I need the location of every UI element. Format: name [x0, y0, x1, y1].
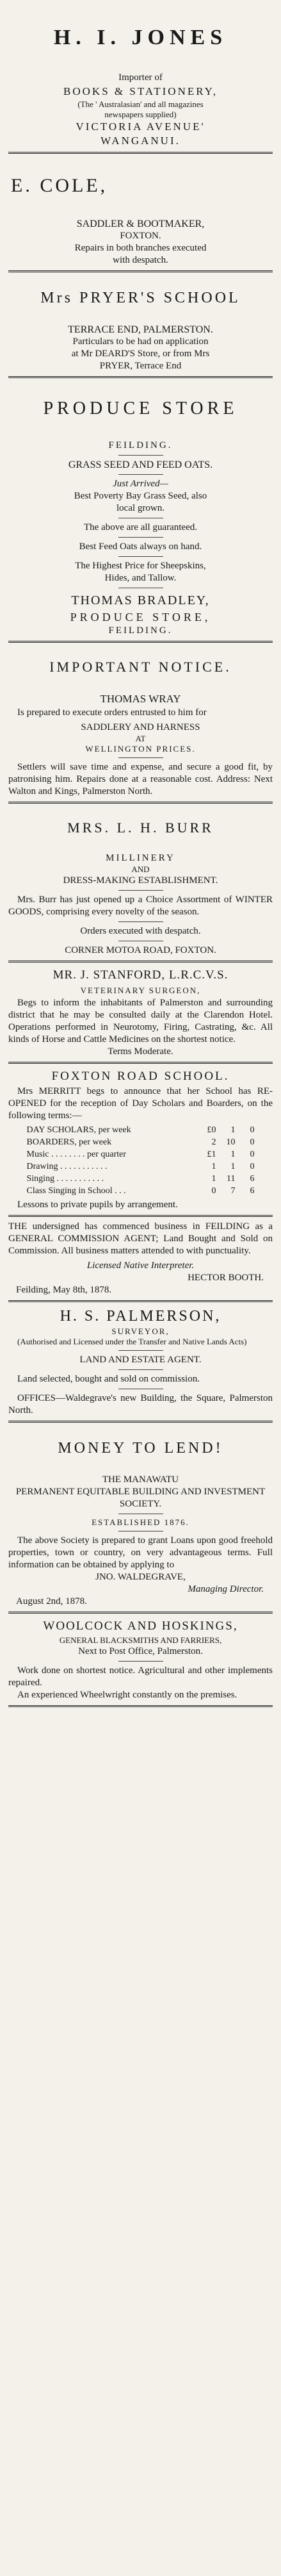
- divider: [8, 270, 273, 272]
- ad-stanford-line: VETERINARY SURGEON,: [80, 986, 201, 995]
- fee-row: [27, 1125, 255, 1135]
- ad-booth-line: HECTOR BOOTH.: [188, 1273, 264, 1283]
- fee-row: [27, 1137, 255, 1148]
- ad-cole-line: FOXTON.: [120, 231, 161, 241]
- ad-jones-line: VICTORIA AVENUE': [76, 120, 205, 133]
- ad-burr-line: CORNER MOTOA ROAD, FOXTON.: [65, 945, 216, 955]
- divider: [8, 376, 273, 378]
- ad-palmerson-line: OFFICES—Waldegrave's new Building, the Square, Palmerston North.: [8, 1393, 273, 1416]
- ad-jones-line: BOOKS & STATIONERY,: [63, 85, 218, 97]
- ad-palmerson-line: SURVEYOR,: [111, 1326, 170, 1336]
- short-rule: [118, 455, 163, 456]
- ad-woolcock-line: Next to Post Office, Palmerston.: [78, 1646, 203, 1656]
- ad-pryer-line: TERRACE END, PALMERSTON.: [68, 324, 213, 335]
- short-rule: [118, 757, 163, 758]
- fee-cell-b: 1: [230, 1150, 236, 1159]
- divider: [8, 152, 273, 154]
- ad-notice-title: IMPORTANT NOTICE.: [49, 659, 232, 675]
- short-rule: [118, 537, 163, 538]
- ad-money-to-lend: [4, 1438, 277, 1608]
- ad-produce-line: THOMAS BRADLEY,: [71, 593, 210, 607]
- ad-money-line: Managing Director.: [188, 1584, 264, 1594]
- ad-money-line: ESTABLISHED 1876.: [92, 1517, 189, 1527]
- fee-cell-c: 0: [250, 1162, 255, 1171]
- short-rule: [118, 890, 163, 891]
- ad-cole: [4, 173, 277, 267]
- fee-cell-b: 11: [227, 1174, 236, 1184]
- ad-produce-line: GRASS SEED AND FEED OATS.: [68, 459, 213, 470]
- ad-produce-line: The Highest Price for Sheepskins,: [75, 561, 206, 571]
- ad-burr-line: AND: [131, 864, 150, 874]
- ad-booth-line: THE undersigned has commenced business in FEILDING as a GENERAL COMMISSION AGENT; Land Bought and Sold on Commission. All business matters attended to with punctuality.: [8, 1221, 273, 1256]
- fee-cell-a: 0: [211, 1186, 216, 1196]
- divider: [8, 1421, 273, 1423]
- fee-cell-c: 0: [250, 1125, 255, 1135]
- ad-notice-line: SADDLERY AND HARNESS: [81, 722, 200, 732]
- ad-pryer-title: Mrs PRYER'S SCHOOL: [40, 290, 241, 306]
- divider: [8, 1300, 273, 1302]
- ad-jones-name: H. I. JONES: [53, 26, 228, 49]
- ad-burr: [4, 818, 277, 957]
- ad-money-line: THE MANAWATU: [102, 1474, 179, 1485]
- fee-cell-c: 6: [250, 1174, 255, 1184]
- ad-jones-line: (The ' Australasian' and all magazines: [77, 99, 204, 109]
- ad-pryer-line: at Mr DEARD'S Store, or from Mrs: [71, 349, 210, 359]
- ad-pryer-line: Particulars to be had on application: [72, 336, 209, 347]
- ad-notice-line: Is prepared to execute orders entrusted to him for: [17, 707, 207, 718]
- ad-important-notice: [4, 657, 277, 798]
- ad-money-line: SOCIETY.: [119, 1499, 162, 1509]
- ad-burr-title: MRS. L. H. BURR: [67, 820, 214, 836]
- ad-produce-line: The above are all guaranteed.: [84, 522, 197, 533]
- newspaper-column: [4, 0, 277, 1707]
- ad-cole-name: E. COLE,: [11, 175, 108, 196]
- fee-cell-b: 10: [226, 1137, 236, 1147]
- ad-money-line: August 2nd, 1878.: [16, 1596, 87, 1606]
- ad-produce-line: Best Feed Oats always on hand.: [79, 541, 202, 552]
- ad-foxton-road-school: [4, 1068, 277, 1211]
- divider: [8, 802, 273, 804]
- ad-palmerson: [4, 1306, 277, 1417]
- ad-woolcock: [4, 1617, 277, 1701]
- fee-cell-a: 1: [211, 1174, 216, 1184]
- ad-money-title: MONEY TO LEND!: [58, 1440, 223, 1457]
- fee-cell-item: DAY SCHOLARS, per week: [26, 1125, 131, 1135]
- short-rule: [118, 1661, 163, 1662]
- short-rule: [118, 1531, 163, 1532]
- fees-table: [26, 1123, 256, 1198]
- ad-produce-line: Best Poverty Bay Grass Seed, also: [74, 491, 207, 501]
- ad-pryer-line: PRYER, Terrace End: [99, 361, 182, 371]
- ad-woolcock-line: GENERAL BLACKSMITHS AND FARRIERS,: [59, 1635, 222, 1645]
- ad-notice-line: THOMAS WRAY: [100, 693, 181, 705]
- divider: [8, 1705, 273, 1707]
- ad-jones-line: WANGANUI.: [100, 135, 181, 147]
- divider: [8, 1215, 273, 1217]
- fee-cell-item: Class Singing in School . . .: [26, 1186, 126, 1196]
- divider: [8, 641, 273, 643]
- short-rule: [118, 921, 163, 922]
- fee-cell-a: £1: [207, 1150, 216, 1159]
- ad-stanford-line: Begs to inform the inhabitants of Palmerston and surrounding district that he may be consulted daily at the Clarendon Hotel. Operations performed in Neurotomy, Firing, Castrating, &c. All kinds of Horse and Cattle Medicines on the shortest notice.: [8, 998, 273, 1044]
- ad-cole-line: Repairs in both branches executed: [74, 243, 207, 253]
- ad-burr-line: MILLINERY: [106, 853, 175, 863]
- ad-stanford-line: Terms Moderate.: [108, 1046, 173, 1057]
- fee-cell-b: 7: [230, 1186, 236, 1196]
- short-rule: [118, 1369, 163, 1370]
- ad-produce-line: Hides, and Tallow.: [104, 573, 177, 583]
- fee-cell-b: 1: [230, 1162, 236, 1171]
- fee-cell-c: 0: [250, 1137, 255, 1147]
- ad-palmerson-line: Land selected, bought and sold on commission.: [17, 1374, 200, 1384]
- ad-produce-store: [4, 396, 277, 637]
- short-rule: [118, 556, 163, 557]
- ad-burr-line: Mrs. Burr has just opened up a Choice Assortment of WINTER GOODS, comprising every novelty of the season.: [8, 895, 273, 917]
- ad-notice-line: AT: [135, 734, 146, 743]
- ad-palmerson-title: H. S. PALMERSON,: [60, 1308, 221, 1325]
- ad-jones-line: newspapers supplied): [104, 110, 177, 119]
- ad-burr-line: DRESS-MAKING ESTABLISHMENT.: [63, 875, 218, 886]
- ad-money-line: PERMANENT EQUITABLE BUILDING AND INVESTMENT: [15, 1487, 266, 1497]
- ad-booth-line: Feilding, May 8th, 1878.: [16, 1285, 112, 1295]
- ad-burr-line: Orders executed with despatch.: [80, 926, 201, 936]
- ad-produce-line: PRODUCE STORE,: [70, 611, 211, 623]
- ad-notice-line: WELLINGTON PRICES.: [85, 744, 196, 754]
- ad-booth-line: Licensed Native Interpreter.: [86, 1260, 195, 1271]
- ad-pryer-school: [4, 288, 277, 372]
- short-rule: [118, 474, 163, 475]
- ad-produce-line: FEILDING.: [108, 440, 173, 450]
- fee-cell-a: £0: [207, 1125, 216, 1135]
- divider: [8, 1062, 273, 1064]
- ad-woolcock-line: Work done on shortest notice. Agricultural and other implements repaired.: [8, 1665, 273, 1688]
- ad-produce-line: local grown.: [116, 503, 165, 513]
- ad-produce-title: PRODUCE STORE: [43, 399, 238, 418]
- divider: [8, 1612, 273, 1614]
- ad-produce-line: FEILDING.: [108, 625, 173, 636]
- fee-cell-b: 1: [230, 1125, 236, 1135]
- fee-cell-item: Drawing . . . . . . . . . . .: [26, 1162, 108, 1171]
- ad-foxton-school-line: Lessons to private pupils by arrangement.: [17, 1200, 178, 1210]
- ad-produce-line: Just Arrived—: [113, 479, 168, 489]
- ad-palmerson-line: LAND AND ESTATE AGENT.: [79, 1355, 202, 1365]
- ad-notice-line: Settlers will save time and expense, and secure a good fit, by patronising him. Repairs done at a reasonable cost. Address: Next Walton and Kings, Palmerston North.: [8, 762, 273, 797]
- ad-foxton-school-title: FOXTON ROAD SCHOOL.: [51, 1069, 230, 1083]
- ad-jones-line: Importer of: [118, 72, 163, 83]
- ad-money-line: JNO. WALDEGRAVE,: [95, 1572, 186, 1582]
- short-rule: [118, 1350, 163, 1351]
- ad-woolcock-title: WOOLCOCK AND HOSKINGS,: [43, 1619, 238, 1633]
- fee-row: [27, 1161, 255, 1172]
- fee-cell-c: 6: [250, 1186, 255, 1196]
- ad-stanford: [4, 966, 277, 1058]
- ad-foxton-school-line: Mrs MERRITT begs to announce that her School has RE-OPENED for the reception of Day Scholars and Boarders, on the following terms:—: [8, 1086, 273, 1121]
- fee-cell-item: Music . . . . . . . . per quarter: [26, 1150, 127, 1159]
- ad-palmerson-line: (Authorised and Licensed under the Transfer and Native Lands Acts): [17, 1337, 247, 1346]
- ad-stanford-title: MR. J. STANFORD, L.R.C.V.S.: [52, 968, 229, 982]
- ad-booth: [4, 1221, 277, 1296]
- fee-cell-c: 0: [250, 1150, 255, 1159]
- divider: [8, 961, 273, 962]
- ad-cole-line: SADDLER & BOOTMAKER,: [76, 219, 205, 229]
- fee-row: [27, 1149, 255, 1160]
- ad-woolcock-line: An experienced Wheelwright constantly on the premises.: [17, 1690, 237, 1700]
- fee-row: [27, 1173, 255, 1184]
- ad-money-line: The above Society is prepared to grant Loans upon good freehold properties, town or country, on very advantageous terms. Full information can be obtained by applying to: [8, 1535, 273, 1570]
- fee-cell-item: Singing . . . . . . . . . . .: [26, 1174, 104, 1184]
- fee-row: [27, 1185, 255, 1196]
- ad-cole-line: with despatch.: [113, 255, 168, 265]
- ad-jones: [4, 26, 277, 148]
- fee-cell-a: 2: [211, 1137, 216, 1147]
- fee-cell-item: BOARDERS, per week: [26, 1137, 112, 1147]
- fee-cell-a: 1: [211, 1162, 216, 1171]
